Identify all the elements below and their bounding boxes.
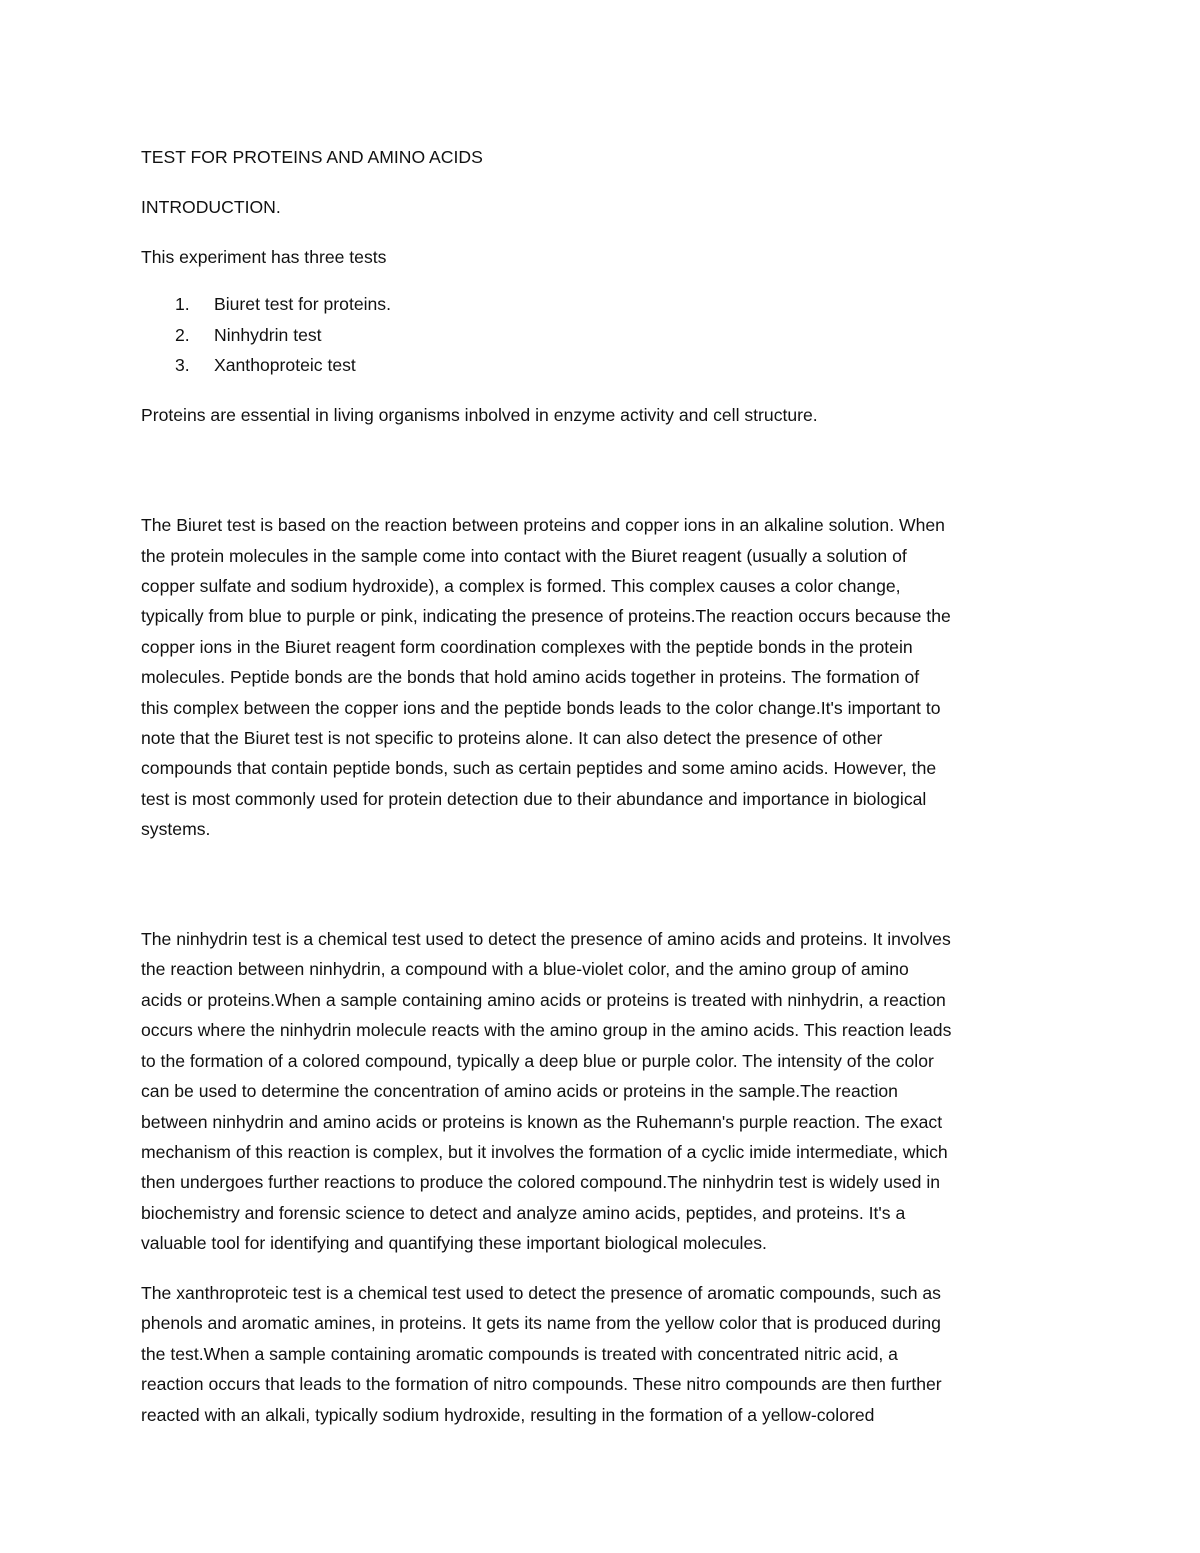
paragraph-line: valuable tool for identifying and quantifying these important biological molecules.	[141, 1233, 767, 1254]
paragraph-line: test is most commonly used for protein detection due to their abundance and importance in biological	[141, 788, 927, 809]
paragraph-line: the reaction between ninhydrin, a compound with a blue-violet color, and the amino group of amino	[141, 959, 909, 980]
paragraph-line: phenols and aromatic amines, in proteins. It gets its name from the yellow color that is produced during	[141, 1313, 941, 1334]
list-item	[141, 350, 1066, 380]
ninhydrin-paragraph	[141, 924, 1066, 1258]
tests-list	[141, 289, 1066, 380]
list-number: 1.	[175, 294, 190, 315]
paragraph-line: acids or proteins.When a sample containing amino acids or proteins is treated with ninhydrin, a reaction	[141, 989, 946, 1010]
list-number: 2.	[175, 324, 190, 345]
paragraph-line: The Biuret test is based on the reaction between proteins and copper ions in an alkaline solution. When	[141, 515, 945, 536]
paragraph-line: compounds that contain peptide bonds, such as certain peptides and some amino acids. However, the	[141, 758, 937, 779]
paragraph-line: can be used to determine the concentration of amino acids or proteins in the sample.The reaction	[141, 1081, 898, 1102]
paragraph-line: mechanism of this reaction is complex, but it involves the formation of a cyclic imide intermediate, which	[141, 1141, 948, 1162]
list-item-label: Ninhydrin test	[214, 324, 322, 345]
list-item-label: Xanthoproteic test	[214, 355, 356, 376]
section-heading: INTRODUCTION.	[141, 197, 281, 217]
paragraph-line: biochemistry and forensic science to detect and analyze amino acids, peptides, and proteins. It's a	[141, 1202, 906, 1223]
paragraph-line: note that the Biuret test is not specific to proteins alone. It can also detect the presence of other	[141, 728, 883, 749]
lead-sentence: This experiment has three tests	[141, 247, 387, 267]
paragraph-line: occurs where the ninhydrin molecule reacts with the amino group in the amino acids. This reaction leads	[141, 1020, 952, 1041]
paragraph-line: reaction occurs that leads to the formation of nitro compounds. These nitro compounds are then further	[141, 1374, 942, 1395]
paragraph-line: to the formation of a colored compound, typically a deep blue or purple color. The intensity of the color	[141, 1050, 934, 1071]
paragraph-line: The xanthroproteic test is a chemical test used to detect the presence of aromatic compounds, such as	[141, 1282, 941, 1303]
paragraph-line: copper ions in the Biuret reagent form coordination complexes with the peptide bonds in the protein	[141, 636, 913, 657]
list-item	[141, 320, 1066, 350]
paragraph-line: copper sulfate and sodium hydroxide), a complex is formed. This complex causes a color change,	[141, 576, 901, 597]
paragraph-line: The ninhydrin test is a chemical test used to detect the presence of amino acids and proteins. It involves	[141, 929, 951, 950]
list-item	[141, 289, 1066, 319]
paragraph-line: the protein molecules in the sample come into contact with the Biuret reagent (usually a solution of	[141, 545, 907, 566]
paragraph-line: systems.	[141, 819, 211, 840]
document-body	[141, 142, 1066, 1430]
list-item-label: Biuret test for proteins.	[214, 294, 391, 315]
paragraph-line: molecules. Peptide bonds are the bonds that hold amino acids together in proteins. The formation of	[141, 667, 920, 688]
paragraph-line: this complex between the copper ions and the peptide bonds leads to the color change.It's important to	[141, 697, 941, 718]
biuret-paragraph	[141, 510, 1066, 844]
paragraph-line: reacted with an alkali, typically sodium hydroxide, resulting in the formation of a yellow-colored	[141, 1404, 875, 1425]
xanthoproteic-paragraph	[141, 1278, 1066, 1430]
intro-sentence: Proteins are essential in living organisms inbolved in enzyme activity and cell structure.	[141, 405, 818, 426]
document-title: TEST FOR PROTEINS AND AMINO ACIDS	[141, 147, 483, 167]
paragraph-line: then undergoes further reactions to produce the colored compound.The ninhydrin test is widely used in	[141, 1172, 941, 1193]
paragraph-line: typically from blue to purple or pink, indicating the presence of proteins.The reaction occurs because the	[141, 606, 951, 627]
paragraph-line: the test.When a sample containing aromatic compounds is treated with concentrated nitric acid, a	[141, 1343, 898, 1364]
list-number: 3.	[175, 355, 190, 376]
paragraph-line: between ninhydrin and amino acids or proteins is known as the Ruhemann's purple reaction. The exact	[141, 1111, 943, 1132]
